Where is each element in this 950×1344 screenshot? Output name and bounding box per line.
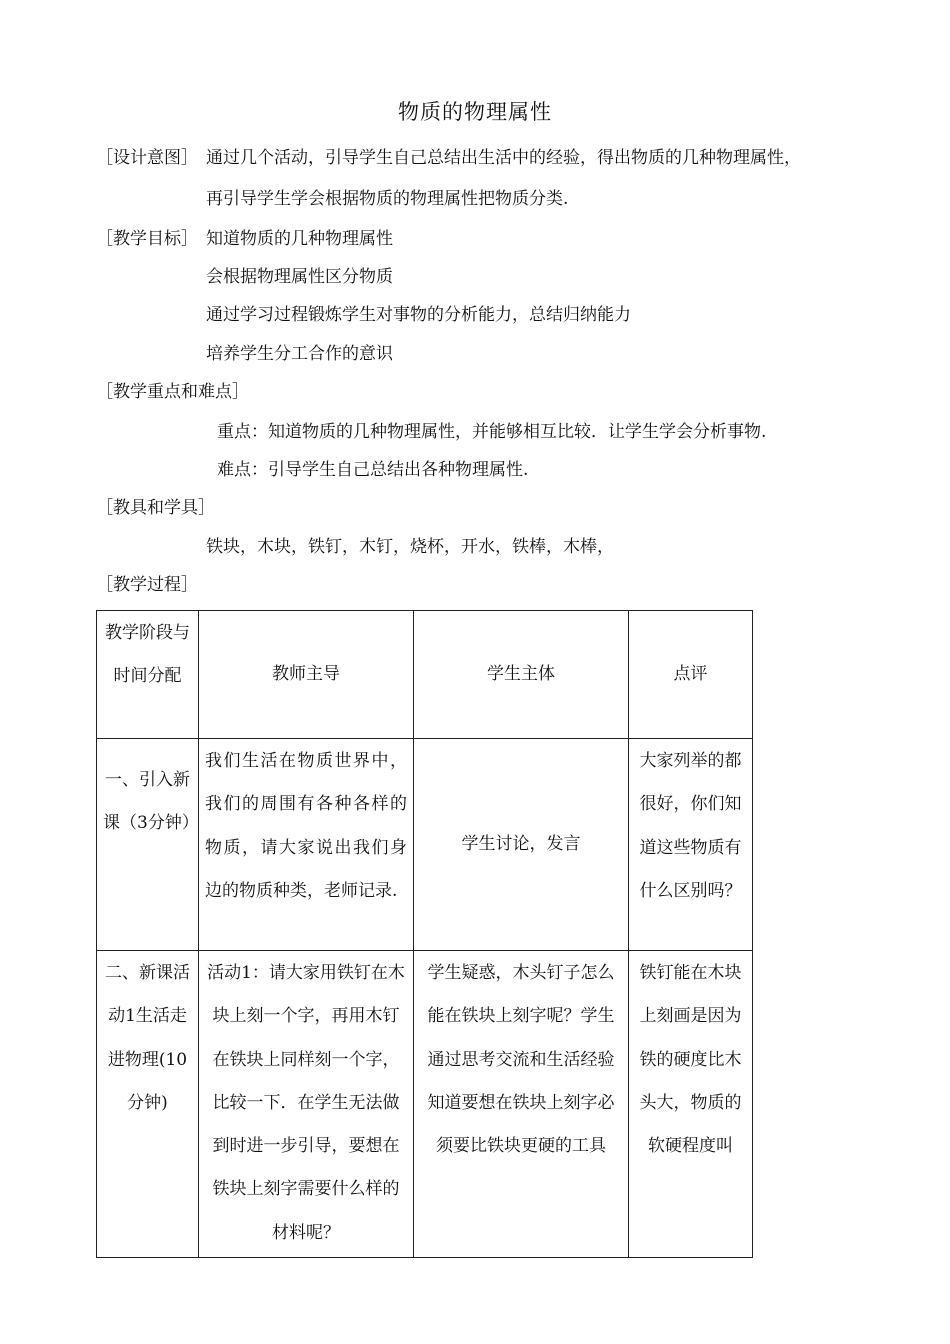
table-header-row xyxy=(97,611,753,739)
stage-cell: 二、新课活动1生活走进物理(10分钟) xyxy=(97,951,199,1258)
key-point-text: 重点：知道物质的几种物理属性，并能够相互比较．让学生学会分析事物. xyxy=(217,422,767,442)
header-teacher: 教师主导 xyxy=(199,611,414,739)
design-intent-line-2: 再引导学生学会根据物质的物理属性把物质分类. xyxy=(206,189,569,209)
stage-cell: 一、引入新课（3分钟） xyxy=(97,739,199,951)
teaching-goal-item: 会根据物理属性区分物质 xyxy=(206,267,393,287)
difficulty-text: 难点：引导学生自己总结出各种物理属性. xyxy=(217,460,529,480)
teaching-process-table xyxy=(96,610,753,1258)
design-intent-line-1: 通过几个活动，引导学生自己总结出生活中的经验，得出物质的几种物理属性， xyxy=(206,148,801,168)
key-points-label: ［教学重点和难点］ xyxy=(96,382,249,402)
teaching-process-label: ［教学过程］ xyxy=(96,575,198,595)
student-cell: 学生疑惑，木头钉子怎么能在铁块上刻字呢？学生通过思考交流和生活经验知道要想在铁块上刻字必须要比铁块更硬的工具 xyxy=(414,951,629,1258)
design-intent-label: ［设计意图］ xyxy=(96,148,198,168)
teaching-tools-list: 铁块，木块，铁钉，木钉，烧杯，开水，铁棒，木棒， xyxy=(206,537,614,557)
teaching-goal-item: 通过学习过程锻炼学生对事物的分析能力，总结归纳能力 xyxy=(206,305,631,325)
teaching-goal-item: 知道物质的几种物理属性 xyxy=(206,229,393,249)
page-title: 物质的物理属性 xyxy=(398,100,552,124)
comment-cell: 铁钉能在木块上刻画是因为铁的硬度比木头大，物质的软硬程度叫 xyxy=(629,951,753,1258)
teaching-goals-label: ［教学目标］ xyxy=(96,229,198,249)
table-row xyxy=(97,951,753,1258)
header-comment: 点评 xyxy=(629,611,753,739)
teaching-tools-label: ［教具和学具］ xyxy=(96,498,215,518)
header-student: 学生主体 xyxy=(414,611,629,739)
teaching-goal-item: 培养学生分工合作的意识 xyxy=(206,344,393,364)
comment-cell: 大家列举的都很好，你们知道这些物质有什么区别吗？ xyxy=(629,739,753,951)
teacher-cell: 活动1：请大家用铁钉在木块上刻一个字，再用木钉在铁块上同样刻一个字，比较一下．在学生无法做到时进一步引导，要想在铁块上刻字需要什么样的材料呢？ xyxy=(199,951,414,1258)
student-cell: 学生讨论，发言 xyxy=(414,739,629,951)
teacher-cell: 我们生活在物质世界中，我们的周围有各种各样的物质，请大家说出我们身边的物质种类，老师记录. xyxy=(199,739,414,951)
table-row xyxy=(97,739,753,951)
header-stage: 教学阶段与时间分配 xyxy=(97,611,199,739)
